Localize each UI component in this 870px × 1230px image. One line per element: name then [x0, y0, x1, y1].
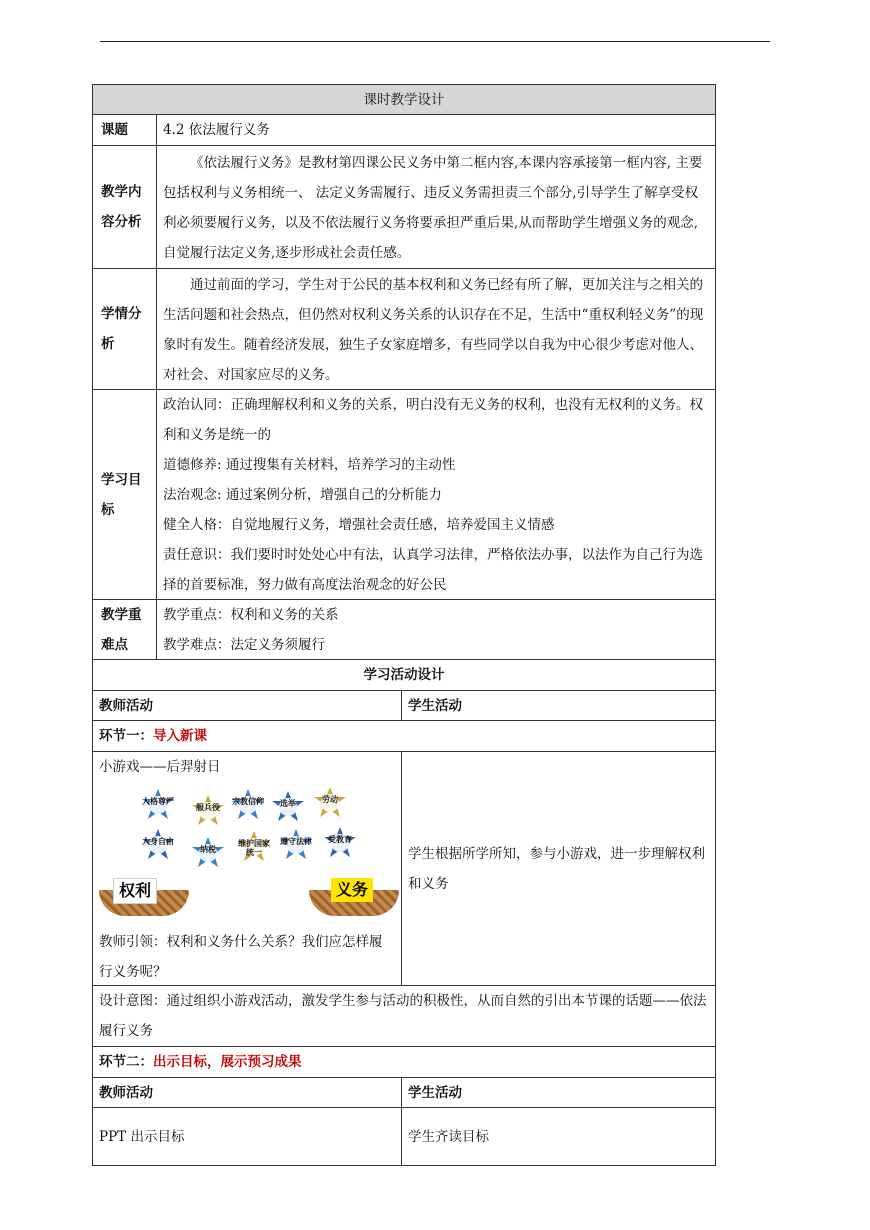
section2-title: 出示目标，展示预习成果: [153, 1054, 302, 1070]
gem-icon: 选举: [271, 790, 305, 824]
analysis-label: 教学内容分析: [93, 146, 157, 268]
rights-basket: [99, 878, 189, 914]
design-intent-row: [92, 986, 716, 1047]
table-title: 课时教学设计: [363, 92, 445, 108]
key-points-row: [92, 600, 716, 660]
teacher-activity-text: PPT 出示目标: [99, 1128, 185, 1145]
gem-icon: 宗教信仰: [231, 788, 265, 822]
key-point-item: 教学难点：法定义务须履行: [163, 637, 325, 653]
game-title: 小游戏——后羿射日: [99, 759, 221, 775]
key-points-list: [157, 600, 715, 659]
activity-title-row: [92, 660, 716, 691]
duties-basket: [309, 878, 399, 914]
goal-item: 责任意识：我们要时时处处心中有法，认真学习法律，严格依法办事，以法作为自己行为选择的首要标准，努力做有高度法治观念的好公民: [163, 547, 703, 593]
student-activity-text: 学生根据所学所知，参与小游戏，进一步理解权利和义务: [408, 845, 705, 892]
gem-icon: 劳动: [313, 786, 347, 820]
situation-text: 通过前面的学习，学生对于公民的基本权利和义务已经有所了解，更加关注与之相关的生活问题和社会热点，但仍然对权利义务关系的认识存在不足，生活中“重权利轻义务”的现象时有发生。随着经济发展，独生子女家庭增多，有些同学以自我为中心很少考虑对他人、对社会、对国家应尽的义务。: [163, 277, 704, 383]
gem-icon: 人身自由: [141, 828, 175, 862]
key-point-item: 教学重点：权利和义务的关系: [163, 607, 339, 623]
goal-item: 政治认同：正确理解权利和义务的关系，明白没有无义务的权利，也没有无权利的义务。权利和义务是统一的: [163, 397, 703, 443]
teacher-column-header: 教师活动: [93, 691, 402, 720]
goals-label: 学习目标: [93, 390, 157, 599]
activity-header-row-2: [92, 1078, 716, 1108]
gem-icon: 维护国家统一: [237, 830, 271, 864]
activity-title: 学习活动设计: [363, 667, 445, 683]
gem-icon: 纳税: [191, 836, 225, 870]
situation-label: 学情分析: [93, 269, 157, 389]
teacher-guide-text: 教师引领：权利和义务什么关系？我们应怎样履行义务呢？: [99, 934, 383, 980]
key-points-label: 教学重难点: [93, 600, 157, 659]
analysis-row: [92, 146, 716, 269]
student-activity-cell: [402, 1108, 715, 1165]
section1-row: [92, 721, 716, 752]
goals-row: [92, 390, 716, 600]
student-column-header: 学生活动: [408, 698, 462, 714]
goals-list: [157, 390, 715, 599]
student-activity-text: 学生齐读目标: [408, 1128, 489, 1145]
gem-icon: 受教育: [323, 826, 357, 860]
design-intent-text: 设计意图：通过组织小游戏活动，激发学生参与活动的积极性，从而自然的引出本节课的话题——依法履行义务: [99, 993, 707, 1039]
section2-row: [92, 1047, 716, 1078]
gem-icon: 人格尊严: [141, 788, 175, 822]
topic-value: 4.2 依法履行义务: [163, 122, 270, 138]
section1-prefix: 环节一：: [99, 728, 153, 744]
game-image: [99, 786, 399, 921]
topic-label: 课题: [93, 115, 157, 145]
section2-prefix: 环节二：: [99, 1054, 153, 1070]
situation-row: [92, 269, 716, 390]
goal-item: 法治观念: 通过案例分析，增强自己的分析能力: [163, 487, 442, 503]
game-row: [92, 752, 716, 986]
analysis-text: 《依法履行义务》是教材第四课公民义务中第二框内容,本课内容承接第一框内容, 主要包括权利与义务相统一、 法定义务需履行、违反义务需担责三个部分,引导学生了解享受权利必须要履行义务，以及不依法履行义务将要承担严重后果,从而帮助学生增强义务的观念,自觉履行法定义务,逐步形成社会责任感。: [163, 155, 703, 261]
goal-item: 道德修养: 通过搜集有关材料，培养学习的主动性: [163, 457, 456, 473]
duties-basket-label: 义务: [331, 878, 373, 902]
lesson-plan-table: [92, 84, 716, 1166]
activity-header-row: [92, 691, 716, 721]
topic-row: [92, 115, 716, 146]
student-activity-cell: [402, 752, 715, 985]
teacher-activity-cell: [93, 1108, 402, 1165]
teacher-activity-cell: [93, 752, 402, 985]
gem-icon: 遵守法律: [279, 828, 313, 862]
teacher-column-header: 教师活动: [93, 1078, 402, 1107]
goal-item: 健全人格：自觉地履行义务，增强社会责任感，培养爱国主义情感: [163, 517, 555, 533]
header-rule: [100, 41, 770, 42]
section2-activity-row: [92, 1108, 716, 1166]
gem-icon: 服兵役: [191, 794, 225, 828]
rights-basket-label: 权利: [113, 878, 157, 904]
section1-title: 导入新课: [153, 728, 207, 744]
table-title-row: [92, 84, 716, 115]
student-column-header: 学生活动: [408, 1085, 462, 1101]
